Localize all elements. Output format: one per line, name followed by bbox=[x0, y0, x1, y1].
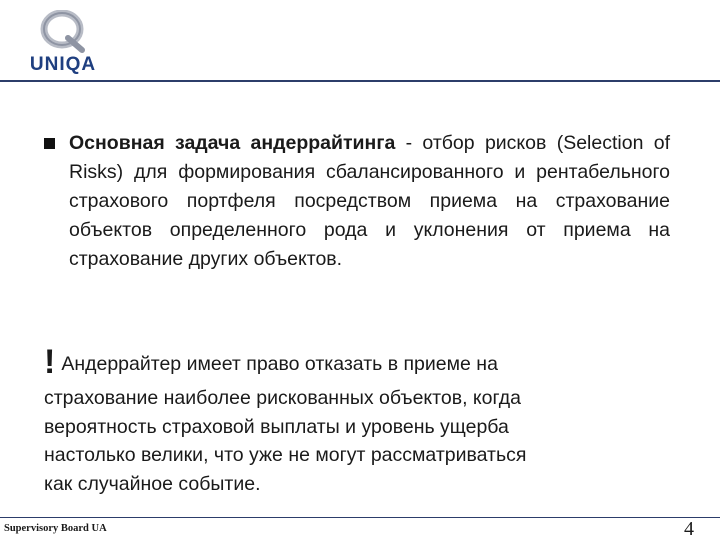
footer-divider bbox=[0, 517, 720, 518]
bullet-body-text: - отбор рисков (Selection of Risks) для формирования сбалансированного и рентабельного страхового портфеля посредством приема на страхование объектов определенного рода и уклонения от приема на страхование других объектов. bbox=[69, 132, 670, 270]
logo-text: UNIQA bbox=[29, 54, 97, 75]
note-line: как случайное событие. bbox=[44, 472, 261, 495]
note-first-line-text: Андеррайтер имеет право отказать в приеме на bbox=[61, 353, 498, 375]
bullet-text bbox=[69, 129, 670, 274]
footer-label: Supervisory Board UA bbox=[4, 523, 107, 534]
underwriter-note bbox=[44, 342, 644, 498]
note-first-line bbox=[44, 342, 644, 384]
bullet-bold-phrase: Основная задача андеррайтинга bbox=[69, 132, 396, 154]
bullet-square-icon bbox=[44, 138, 55, 149]
note-line: страхование наиболее рискованных объектов, когда bbox=[44, 387, 521, 409]
uniqa-logo bbox=[22, 10, 104, 76]
main-bullet-point bbox=[44, 129, 670, 274]
exclamation-icon: ! bbox=[44, 343, 56, 381]
uniqa-q-mark-icon bbox=[38, 10, 86, 54]
note-line: вероятность страховой выплаты и уровень ущерба bbox=[44, 415, 509, 438]
note-line: настолько велики, что уже не могут рассматриваться bbox=[44, 444, 527, 466]
page-number: 4 bbox=[684, 518, 694, 540]
header-divider bbox=[0, 80, 720, 82]
